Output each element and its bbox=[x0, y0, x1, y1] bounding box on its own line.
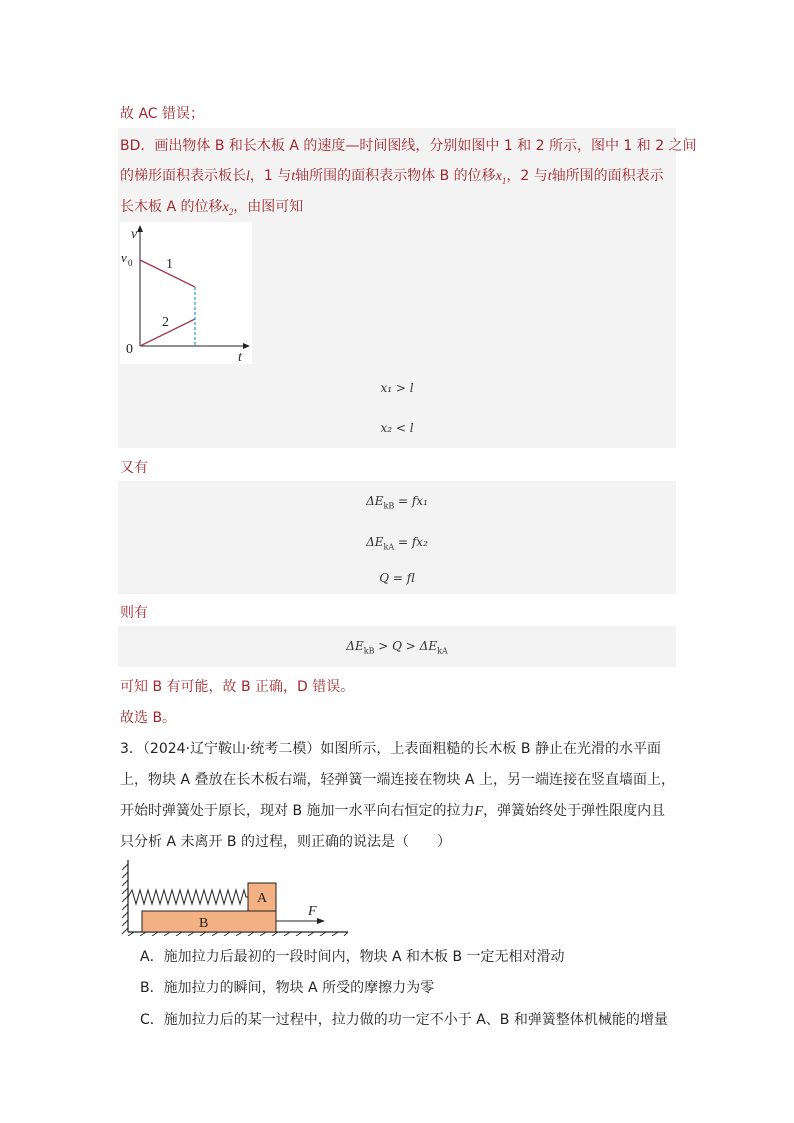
math-l: l bbox=[246, 169, 250, 184]
velocity-time-graph bbox=[118, 222, 254, 364]
math-t: t bbox=[547, 169, 552, 184]
also-have-label: 又有 bbox=[120, 460, 148, 476]
v0-label: v bbox=[121, 250, 127, 265]
solution-line-4 bbox=[120, 196, 303, 217]
text-segment: 轴所围的面积表示 bbox=[551, 168, 664, 184]
option-C: C．施加拉力后的某一过程中，拉力做的功一定不小于 A、B 和弹簧整体机械能的增量 bbox=[140, 1012, 668, 1028]
t-label: t bbox=[238, 350, 242, 364]
spring-block-figure bbox=[120, 856, 352, 936]
text-segment: ，由图可知 bbox=[233, 199, 304, 215]
q3-line-4: 只分析 A 未离开 B 的过程，则正确的说法是（ ） bbox=[120, 834, 451, 850]
equation-dEkA: $\Delta E_{kA} = fx_2$ bbox=[366, 535, 428, 552]
text-segment: 长木板 A 的位移 bbox=[120, 199, 223, 215]
option-B: B．施加拉力的瞬间，物块 A 所受的摩擦力为零 bbox=[140, 980, 435, 996]
answer-line: 故选 B。 bbox=[120, 710, 177, 726]
then-have-label: 则有 bbox=[120, 605, 148, 621]
math-t: t bbox=[291, 169, 296, 184]
wall-hatching bbox=[122, 864, 128, 934]
line-2-label: 2 bbox=[162, 315, 169, 330]
equation-x1-gt-l: x₁ > l bbox=[380, 381, 414, 395]
block-A-label: A bbox=[257, 891, 268, 906]
text-segment: 开始时弹簧处于原长，现对 B 施加一水平向右恒定的拉力 bbox=[120, 803, 475, 819]
text-segment: ，2 与 bbox=[506, 168, 548, 184]
q3-line-3 bbox=[120, 800, 665, 820]
spring bbox=[128, 890, 248, 904]
force-label: F bbox=[308, 904, 317, 919]
option-A: A．施加拉力后最初的一段时间内，物块 A 和木板 B 一定无相对滑动 bbox=[140, 949, 565, 965]
text-segment: 轴所围的面积表示物体 B 的位移 bbox=[295, 168, 496, 184]
force-arrow-head bbox=[317, 918, 325, 924]
text-segment: 的梯形面积表示板长 bbox=[120, 168, 246, 184]
board-B bbox=[142, 911, 276, 932]
math-F: F bbox=[474, 804, 484, 819]
board-B-label: B bbox=[199, 916, 209, 931]
origin-label: 0 bbox=[126, 342, 133, 357]
solution-line-3 bbox=[120, 165, 664, 186]
line-1-label: 1 bbox=[166, 257, 173, 272]
math-x2: $x_2$ bbox=[222, 200, 234, 217]
equation-inequality: $\Delta E_{kB} > Q > \Delta E_{kA}$ bbox=[346, 639, 448, 656]
conclusion-line: 可知 B 有可能，故 B 正确，D 错误。 bbox=[120, 679, 355, 695]
v0-subscript: 0 bbox=[128, 258, 133, 268]
v-label: v bbox=[131, 227, 138, 242]
solution-line-1: 故 AC 错误； bbox=[120, 106, 205, 122]
q3-line-1: 3．（2024·辽宁鞍山·统考二模）如图所示，上表面粗糙的长木板 B 静止在光滑的水平面 bbox=[120, 741, 661, 757]
q3-line-2: 上，物块 A 叠放在长木板右端，轻弹簧一端连接在物块 A 上，另一端连接在竖直墙面上， bbox=[120, 772, 675, 788]
equation-x2-lt-l: x₂ < l bbox=[380, 421, 414, 435]
text-segment: ，1 与 bbox=[249, 168, 292, 184]
solution-line-2: BD．画出物体 B 和长木板 A 的速度—时间图线，分别如图中 1 和 2 所示，图中 1 和 2 之间 bbox=[120, 138, 697, 154]
math-x1: $x_1$ bbox=[495, 169, 507, 186]
equation-Q: Q = fl bbox=[379, 571, 415, 585]
equation-dEkB: $\Delta E_{kB} = fx_1$ bbox=[366, 494, 428, 511]
text-segment: ，弹簧始终处于弹性限度内且 bbox=[483, 803, 666, 819]
